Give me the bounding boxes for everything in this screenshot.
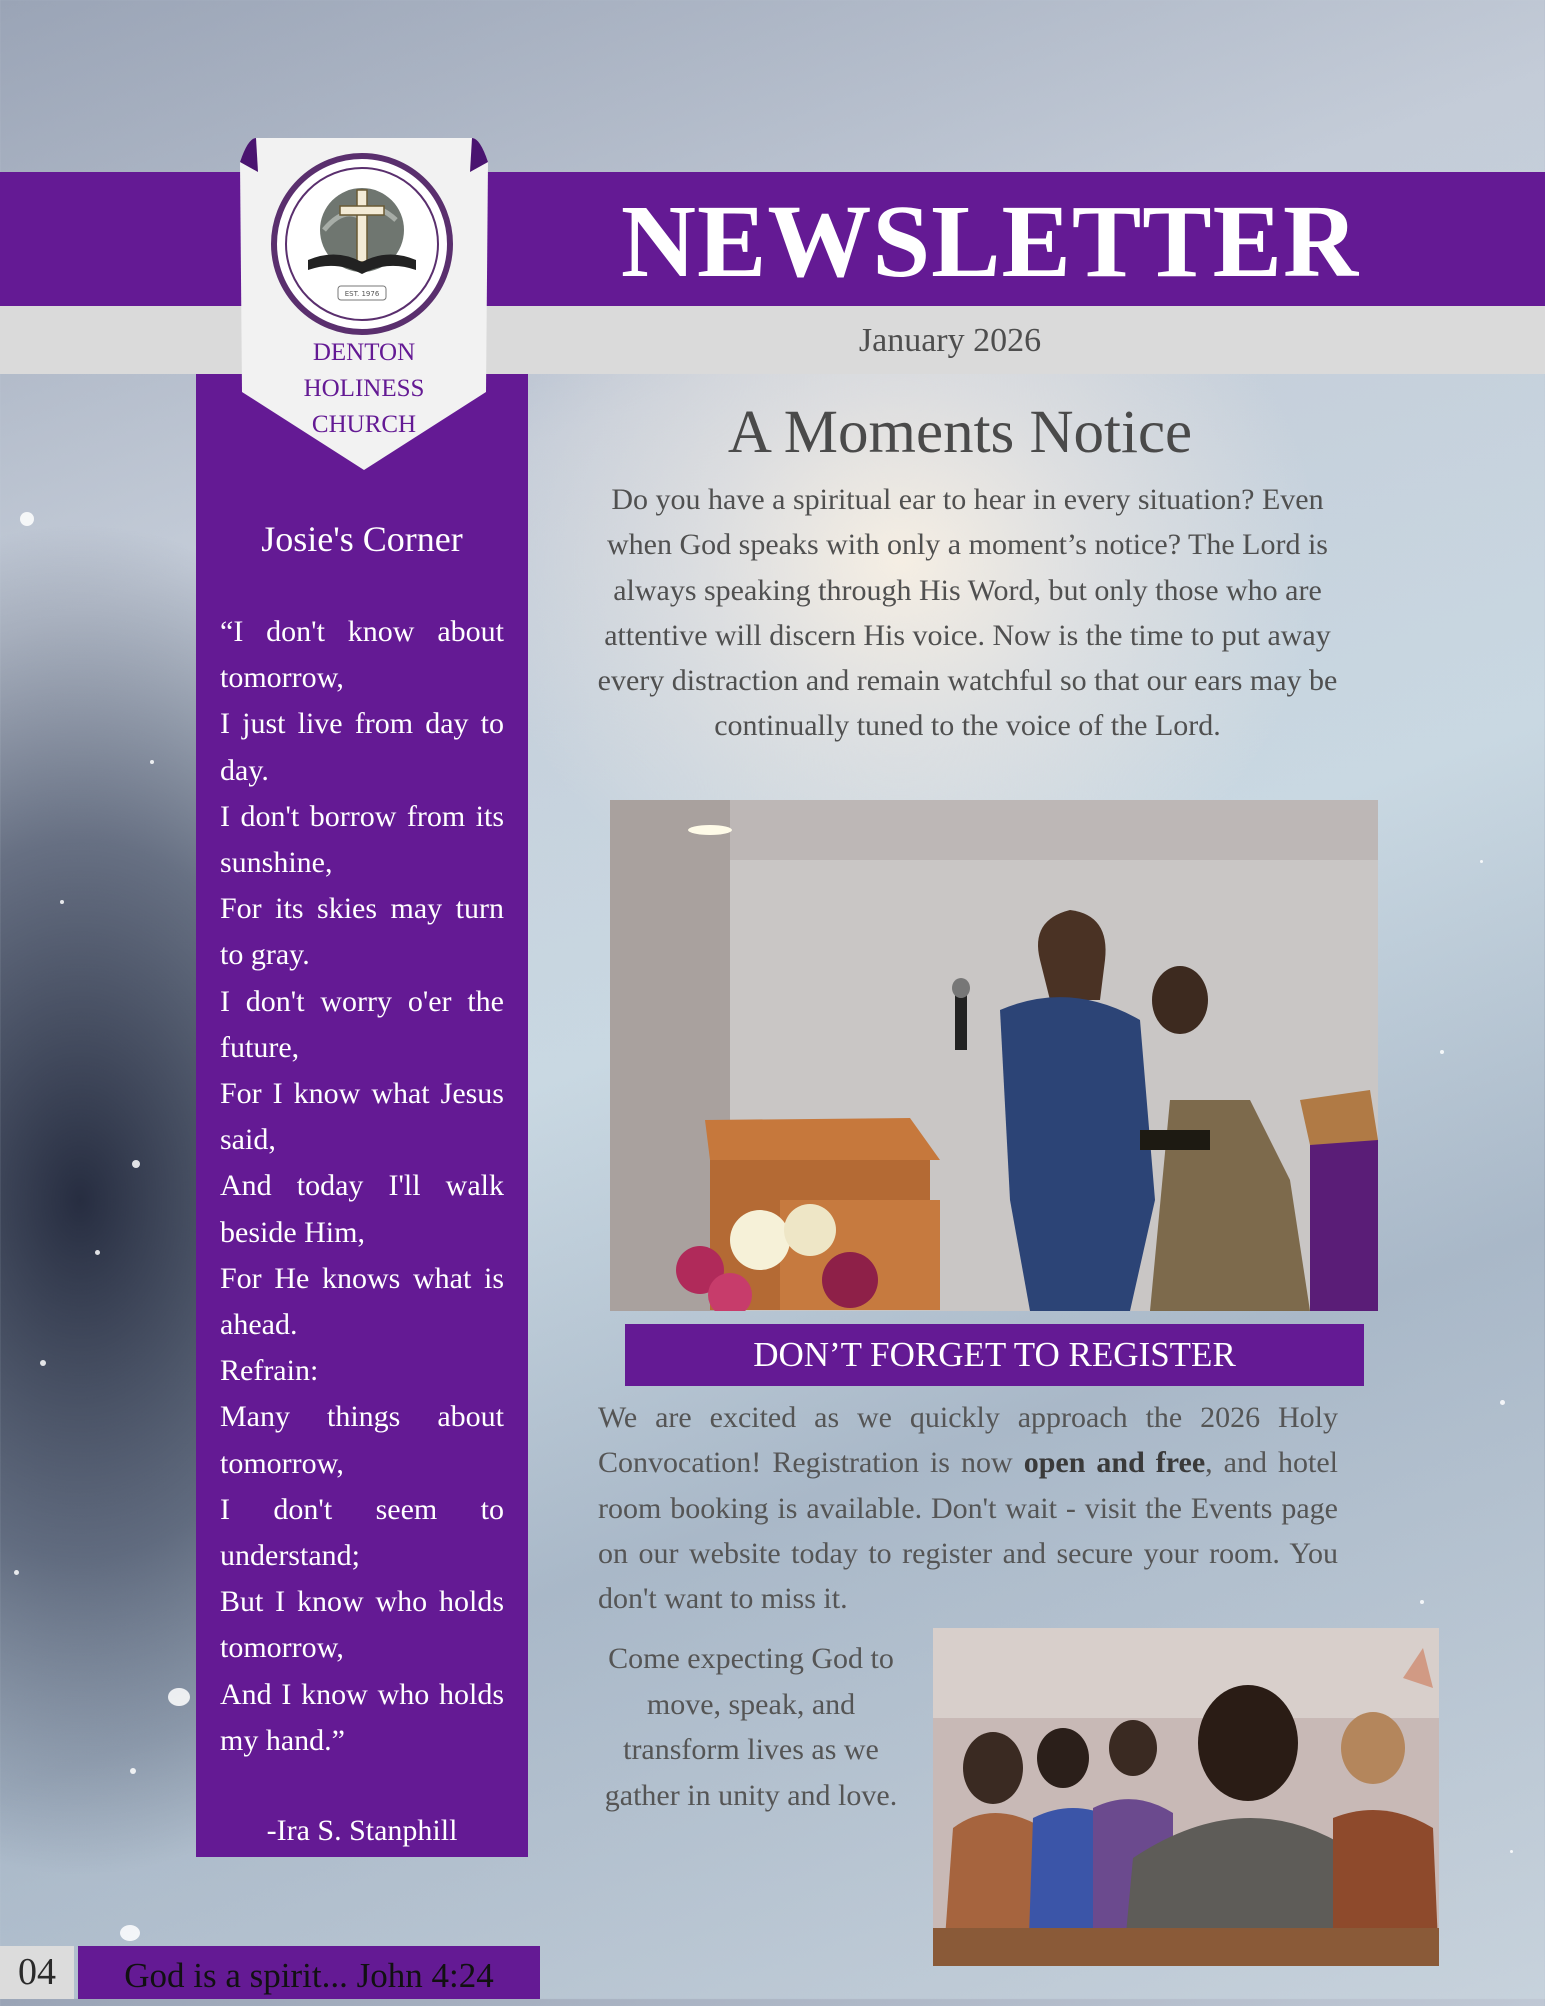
issue-date: January 2026 [858, 322, 1042, 359]
register-body-text: , and hotel room booking is available. Don't wait - visit the Events page on our website today to register and secure your room. You don't want to miss it. [598, 1446, 1338, 1616]
sermon-photo [610, 800, 1378, 1311]
poem [220, 609, 504, 1764]
register-body-emphasis: open and free [1023, 1446, 1206, 1480]
come-expecting-text: Come expecting God to move, speak, and transform lives as we gather in unity and love. [604, 1642, 898, 1812]
church-logo [274, 156, 450, 332]
josies-corner-title: Josie's Corner [261, 519, 463, 559]
poem-line: For its skies may turn to gray. [220, 892, 504, 972]
poem-line: I don't borrow from its sunshine, [220, 799, 504, 880]
poem-line: I don't seem to understand; [220, 1492, 504, 1573]
church-name-line: DENTON [312, 339, 416, 366]
register-heading: DON’T FORGET TO REGISTER [625, 1324, 1364, 1386]
article-title: A Moments Notice [727, 399, 1193, 466]
poem-author: -Ira S. Stanphill [266, 1814, 458, 1847]
poem-line: “I don't know about tomorrow, [220, 615, 504, 695]
poem-line: I don't worry o'er the future, [220, 984, 504, 1064]
poem-line: And I know who holds my hand.” [220, 1677, 504, 1757]
poem-line: For He knows what is ahead. [220, 1261, 504, 1342]
church-name [238, 335, 490, 443]
poem-line: Many things about tomorrow, [220, 1400, 504, 1480]
poem-line: For I know what Jesus said, [220, 1077, 504, 1157]
article-body: Do you have a spiritual ear to hear in every situation? Even when God speaks with only a moment’s notice? The Lord is always speaking through His Word, but only those who are attentive will discern His voice. Now is the time to put away every distraction and remain watchful so that our ears may be continually tuned to the voice of the Lord. [597, 483, 1338, 743]
poem-line: And today I'll walk beside Him, [220, 1169, 504, 1249]
poem-line: I just live from day to day. [220, 707, 504, 787]
poem-line: Refrain: [220, 1354, 319, 1388]
footer-verse: God is a spirit... John 4:24 [78, 1946, 540, 1999]
church-name-line: HOLINESS [303, 375, 425, 402]
poem-line: But I know who holds tomorrow, [220, 1585, 504, 1665]
church-name-line: CHURCH [311, 411, 417, 438]
newsletter-title: NEWSLETTER [620, 184, 1360, 299]
logo-ribbon-text: EST. 1976 [344, 290, 380, 298]
register-body-text: We are excited as we quickly approach the 2026 Holy Convocation! Registration is now [598, 1401, 1338, 1480]
congregation-photo [933, 1628, 1439, 1966]
register-body [598, 1395, 1338, 1621]
page-number: 04 [0, 1946, 74, 1999]
